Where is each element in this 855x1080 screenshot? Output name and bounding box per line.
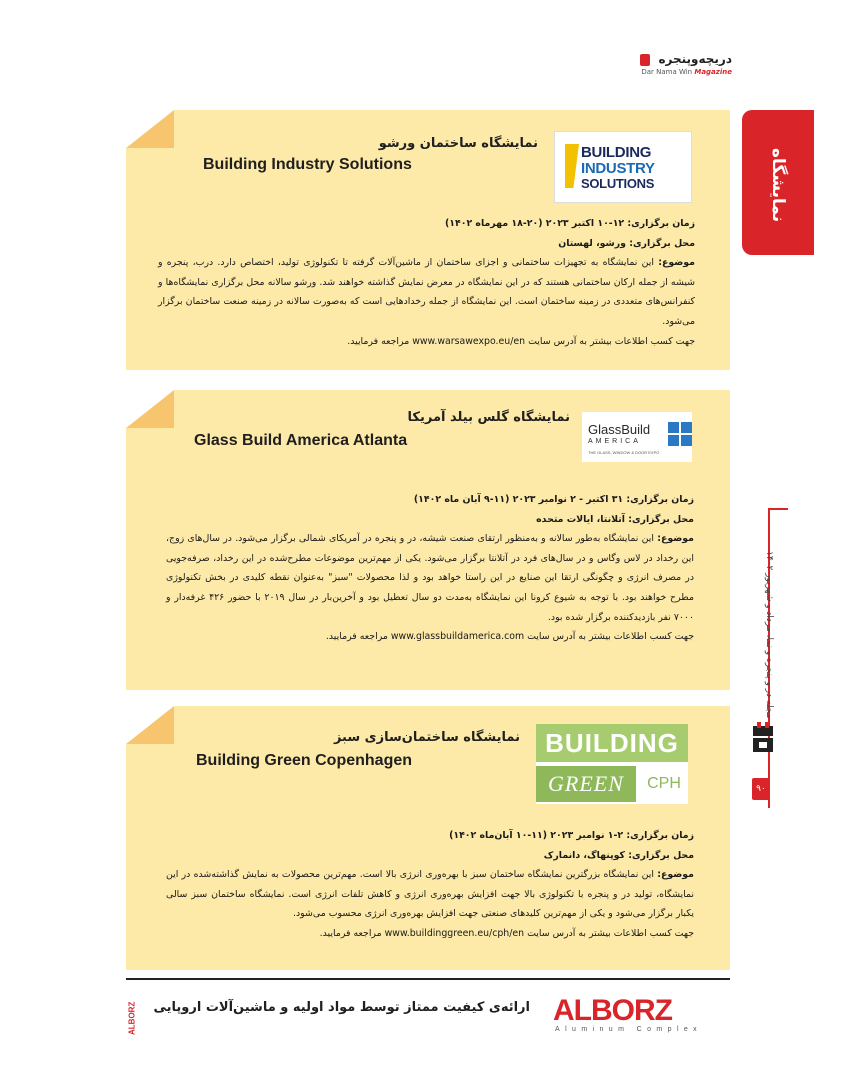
magazine-emblem-icon: [751, 720, 775, 758]
exhibition-place: محل برگزاری: کوپنهاگ، دانمارک: [543, 849, 694, 861]
exhibition-title-fa: نمایشگاه ساختمان‌سازی سبز: [333, 730, 520, 745]
logo-bottom: GREEN: [536, 766, 636, 802]
exhibition-title-fa: نمایشگاه گلس بیلد آمریکا: [407, 410, 570, 425]
exhibition-topic: موضوع: این نمایشگاه به‌طور سالانه و به‌منظور ارتقای صنعت شیشه، در و پنجره در آمریکای شمالی برگزار می‌شود. در سال‌های زوج، این رخداد در لاس وگاس و در سال‌های فرد در آتلانتا برگزار می‌شود. یکی از مهم‌ترین موضوعات مطرح‌شده در این رخداد، صرفه‌جویی در مصرف انرژی و چگونگی ارتقا این صنایع در این راستا خواهد بود و لذا محصولات "سبز" به‌عنوان نقطه کلیدی در بخش تکنولوژی مطرح خواهند بود. با توجه به شیوع کرونا این نمایشگاه به‌مدت دو سال تعطیل بود و آخرین‌بار در سال ۲۰۱۹ با حضور ۴۲۶ غرفه‌دار و ۷۰۰۰ نفر بازدیدکننده برگزار شده بود.: [166, 533, 694, 623]
section-tab-label: نمایشگاه: [768, 147, 788, 223]
logo-top: BUILDING: [536, 724, 688, 762]
masthead-title: دریچه‌وپنجره: [658, 52, 732, 66]
logo-tagline: THE GLASS, WINDOW & DOOR EXPO: [588, 450, 660, 455]
window-grid-icon: [668, 422, 692, 446]
exhibition-card-2: [126, 390, 730, 690]
exhibition-title-en: Building Industry Solutions: [203, 156, 412, 173]
exhibition-title-en: Glass Build America Atlanta: [194, 432, 408, 449]
exhibition-details: [166, 826, 694, 944]
exhibition-more-info: جهت کسب اطلاعات بیشتر به آدرس سایت www.buildinggreen.eu/cph/en مراجعه فرمایید.: [319, 927, 694, 939]
alborz-logo: [553, 994, 729, 1038]
exhibition-date: زمان برگزاری: ۳۱ اکتبر - ۲ نوامبر ۲۰۲۳ (۱۱-۹ آبان ماه ۱۴۰۲): [413, 494, 694, 505]
masthead-subtitle: Dar Nama Win Magazine: [641, 68, 732, 76]
magazine-logo-icon: [640, 54, 650, 66]
logo-name: GlassBuild: [588, 422, 651, 437]
exhibition-topic: موضوع: این نمایشگاه بزرگترین نمایشگاه ساختمان سبز با بهره‌وری انرژی بالا است. مهم‌ترین محصولات به نمایش گذاشته‌شده در این نمایشگاه، تولید در و پنجره با تکنولوژی بالا جهت افزایش بهره‌وری انرژی و کاهش تلفات انرژی است. نمایشگاه ساختمان سبز سالی یکبار برگزار می‌شود و یکی از مهم‌ترین کلیدهای صنعتی جهت افزایش بهره‌وری انرژی محسوب می‌شود.: [166, 869, 694, 920]
exhibition-more-info: جهت کسب اطلاعات بیشتر به آدرس سایت www.warsawexpo.eu/en مراجعه فرمایید.: [347, 335, 695, 347]
exhibition-place: محل برگزاری: آتلانتا، ایالات متحده: [536, 513, 694, 525]
exhibition-title-fa: نمایشگاه ساختمان ورشو: [378, 136, 538, 151]
exhibition-card-3: [126, 706, 730, 970]
footer-divider: [126, 978, 730, 980]
alborz-vertical-mark: ALBORZ: [127, 1001, 137, 1035]
building-green-cph-logo: [536, 724, 688, 804]
exhibition-title-en: Building Green Copenhagen: [196, 752, 413, 769]
section-tab: [742, 110, 814, 255]
page-number: ۹۰: [752, 778, 770, 800]
logo-line-1: BUILDING: [581, 144, 652, 161]
side-rule-top: [768, 508, 788, 510]
alborz-subtitle: Aluminum Complex: [555, 1026, 703, 1033]
logo-line-3: SOLUTIONS: [581, 176, 655, 191]
exhibition-date: زمان برگزاری: ۲-۱ نوامبر ۲۰۲۳ (۱۱-۱۰ آبان‌ماه ۱۴۰۲): [449, 830, 694, 841]
logo-accent-bar: [565, 144, 579, 188]
exhibition-details: [158, 214, 695, 351]
building-industry-solutions-logo: [554, 131, 692, 203]
logo-city: CPH: [647, 775, 681, 792]
exhibition-topic: موضوع: این نمایشگاه به تجهیزات ساختمانی و اجزای ساختمان از ماشین‌آلات گرفته تا تکنولوژی تولید، اختصاص دارد. درب، پنجره و شیشه از جمله ارکان ساختمانی هستند که در این نمایشگاه در معرض نمایش گذاشته خواهند شد. ورشو سالانه محل برگزاری نمایشگاه‌ها و کنفرانس‌های متعددی در زمینه ساختمان است. این نمایشگاه از جمله رخدادهایی است که به‌صورت سالانه در زمینه صنعت ساختمان برگزار می‌شود.: [158, 257, 695, 327]
glassbuild-america-logo: [582, 412, 692, 462]
exhibition-card-1: [126, 110, 730, 370]
logo-line-2: INDUSTRY: [581, 160, 655, 177]
exhibition-place: محل برگزاری: ورشو، لهستان: [558, 237, 695, 249]
advertisement-slogan: ارائه‌ی کیفیت ممتاز توسط مواد اولیه و ماشین‌آلات اروپایی: [153, 1000, 530, 1015]
alborz-wordmark: ALBORZ: [553, 994, 672, 1027]
issue-info: مجله در و پنجره و نما، مرداد و شهریور ۱۴۰۲: [764, 551, 774, 719]
exhibition-more-info: جهت کسب اطلاعات بیشتر به آدرس سایت www.glassbuildamerica.com مراجعه فرمایید.: [325, 631, 694, 643]
exhibition-details: [166, 490, 694, 647]
magazine-masthead: [640, 52, 732, 80]
exhibition-date: زمان برگزاری: ۱۲-۱۰ اکتبر ۲۰۲۳ (۲۰-۱۸ مهرماه ۱۴۰۲): [444, 218, 695, 229]
logo-sub: AMERICA: [588, 438, 641, 445]
